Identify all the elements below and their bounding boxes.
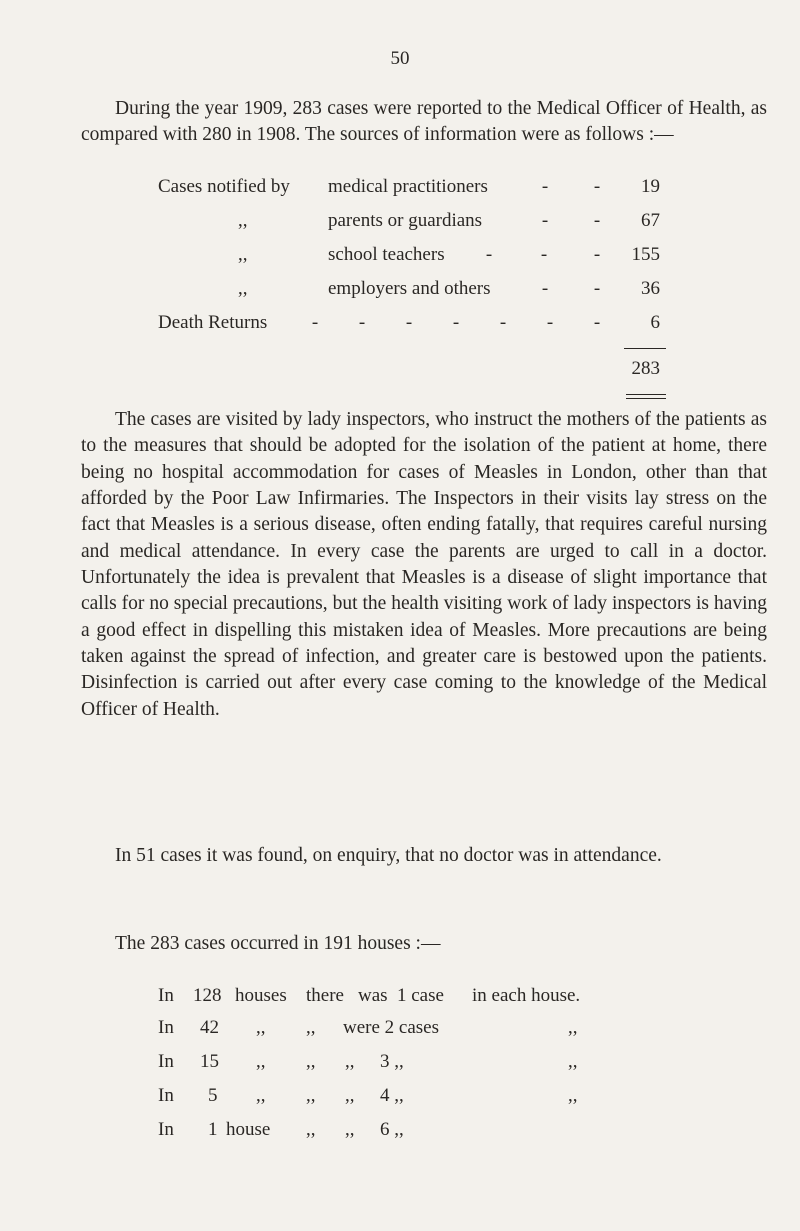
houses-cases: 4 ,, [380,1085,404,1106]
houses-verb: ,, [306,1119,316,1140]
houses-in: In [158,1085,174,1106]
source-row [0,312,800,340]
houses-count: 5 [208,1085,218,1106]
source-label: medical practitioners [328,176,488,197]
houses-tail: in each house. [472,985,581,1006]
source-dash: - [593,312,601,333]
source-dash: - [546,312,554,333]
source-dash: - [311,312,319,333]
sources-total: 283 [631,358,660,379]
source-label: employers and others [328,278,491,299]
houses-was: was [358,985,388,1006]
source-dash: - [593,278,601,299]
houses-in: In [158,1017,174,1038]
houses-cases: 1 case [397,985,444,1006]
source-value: 67 [641,210,660,231]
source-value: 36 [641,278,660,299]
houses-was: ,, [345,1051,355,1072]
houses-unit: house [226,1119,271,1140]
source-prefix: Cases notified by [158,176,290,197]
source-label: school teachers [328,244,445,265]
houses-tail: ,, [568,1051,578,1072]
source-value: 19 [641,176,660,197]
source-prefix: ,, [238,244,248,265]
houses-verb: there [306,985,344,1006]
intro-paragraph: During the year 1909, 283 cases were reported to the Medical Officer of Health, as compared with 280 in 1908. The sources of information were as follows :— [81,98,767,146]
source-dash: - [452,312,460,333]
houses-intro: The 283 cases occurred in 191 houses :— [115,933,441,954]
houses-cases: 3 ,, [380,1051,404,1072]
no-doctor-paragraph: In 51 cases it was found, on enquiry, that no doctor was in attendance. [115,845,662,866]
houses-tail: ,, [568,1085,578,1106]
source-row [0,210,800,238]
source-dash: - [541,210,549,231]
source-row [0,176,800,204]
source-dash: - [499,312,507,333]
source-label: parents or guardians [328,210,483,231]
source-dash: - [541,176,549,197]
houses-count: 1 [208,1119,218,1140]
source-dash: - [541,278,549,299]
source-dash: - [540,244,548,265]
source-dash: - [593,176,601,197]
houses-unit: houses [235,985,287,1006]
page-number: 50 [390,48,410,69]
houses-verb: ,, [306,1017,316,1038]
source-dash: - [358,312,366,333]
source-prefix: Death Returns [158,312,268,333]
source-prefix: ,, [238,278,248,299]
houses-cases: were 2 cases [343,1017,440,1038]
houses-row [0,1051,800,1079]
source-row [0,244,800,272]
houses-tail: ,, [568,1017,578,1038]
source-dash: - [405,312,413,333]
total-double-rule [626,394,666,399]
houses-row [0,1017,800,1045]
houses-verb: ,, [306,1051,316,1072]
houses-was: ,, [345,1119,355,1140]
houses-in: In [158,985,174,1006]
houses-row [0,1119,800,1147]
houses-count: 42 [200,1017,219,1038]
houses-count: 15 [200,1051,219,1072]
houses-cases: 6 ,, [380,1119,404,1140]
source-value: 155 [631,244,660,265]
houses-in: In [158,1051,174,1072]
total-rule [624,348,666,349]
source-dash: - [593,210,601,231]
source-row [0,278,800,306]
houses-verb: ,, [306,1085,316,1106]
body-paragraph: The cases are visited by lady inspectors, who instruct the mothers of the patients as to the measures that should be adopted for the isolation of the patient at home, there being no hospital accommodation for cases of Measles in London, other than that afforded by the Poor Law Infirmaries. The Inspectors in their visits lay stress on the fact that Measles is a serious disease, often ending fatally, that requires careful nursing and medical attendance. In every case the parents are urged to call in a doctor. Unfortunately the idea is prevalent that Measles is a disease of slight importance that calls for no special precautions, but the health visiting work of lady inspectors is having a good effect in dispelling this mistaken idea of Measles. More precautions are being taken against the spread of infection, and greater care is bestowed upon the patients. Disinfection is carried out after every case coming to the knowledge of the Medical Officer of Health. [81,409,767,720]
houses-row [0,985,800,1013]
houses-row [0,1085,800,1113]
houses-unit: ,, [256,1051,266,1072]
houses-unit: ,, [256,1017,266,1038]
source-dash: - [593,244,601,265]
houses-was: ,, [345,1085,355,1106]
houses-unit: ,, [256,1085,266,1106]
source-dash: - [485,244,493,265]
houses-count: 128 [193,985,222,1006]
source-value: 6 [650,312,660,333]
houses-in: In [158,1119,174,1140]
source-prefix: ,, [238,210,248,231]
